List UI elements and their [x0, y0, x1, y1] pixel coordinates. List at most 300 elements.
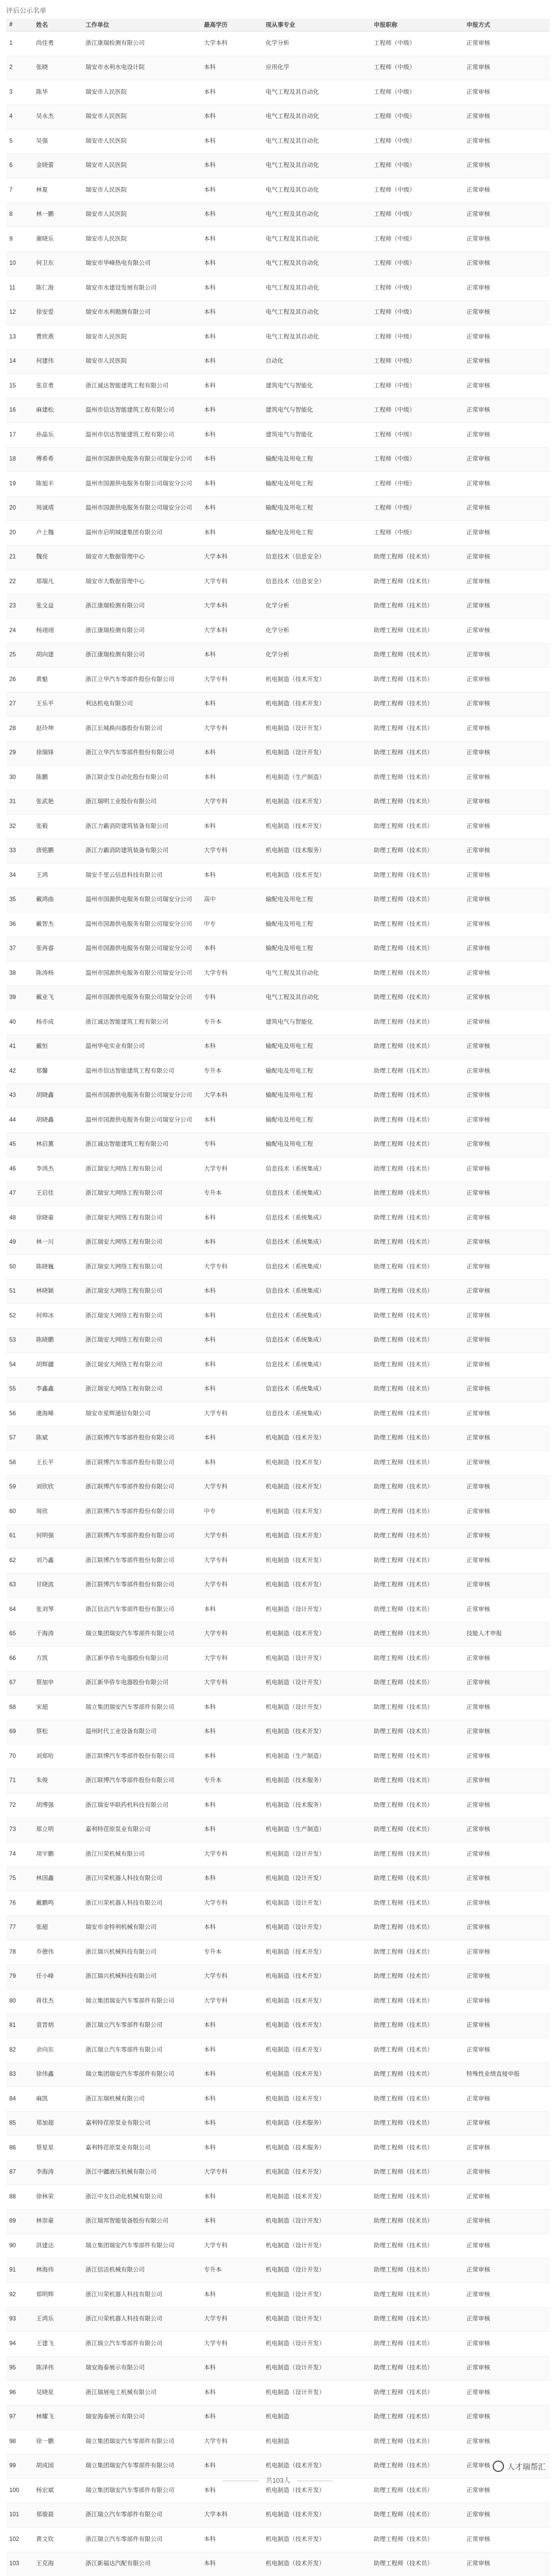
- cell-employer: 瑞安市人民医院: [82, 105, 201, 129]
- cell-employer: 浙江新华侨车电器股份有限公司: [82, 1647, 201, 1671]
- cell-method: 特殊性业绩直接申报: [463, 2062, 550, 2087]
- cell-name: 李鑫鑫: [33, 1377, 82, 1402]
- cell-title: 助理工程师（技术员）: [371, 1328, 463, 1353]
- cell-title: 助理工程师（技术员）: [371, 1891, 463, 1916]
- cell-number: 14: [6, 349, 33, 374]
- cell-title: 助理工程师（技术员）: [371, 937, 463, 961]
- cell-method: 正常审核: [463, 2332, 550, 2357]
- cell-specialty: 机电制造（设计开发）: [263, 1671, 371, 1696]
- table-row: [6, 1010, 550, 1035]
- table-row: [6, 692, 550, 717]
- cell-education: 本科: [201, 251, 263, 276]
- cell-employer: 浙江诚达智能建筑工程有限公司: [82, 1010, 201, 1035]
- cell-method: 正常审核: [463, 2258, 550, 2283]
- cell-name: 张再睿: [33, 937, 82, 961]
- cell-title: 助理工程师（技术员）: [371, 1475, 463, 1500]
- cell-employer: 浙江瑞安华联药机科技有限公司: [82, 1793, 201, 1818]
- cell-employer: 浙江瑞安大网络工程有限公司: [82, 1157, 201, 1182]
- table-row: [6, 912, 550, 937]
- cell-method: 正常审核: [463, 2087, 550, 2112]
- table-row: [6, 251, 550, 276]
- cell-employer: 浙江联博汽车零部件股份有限公司: [82, 1500, 201, 1524]
- cell-specialty: 机电制造（技术开发）: [263, 2087, 371, 2112]
- cell-name: 戴业飞: [33, 986, 82, 1010]
- cell-title: 助理工程师（技术员）: [371, 741, 463, 766]
- cell-title: 助理工程师（技术员）: [371, 1769, 463, 1793]
- table-row: [6, 2283, 550, 2308]
- cell-method: 正常审核: [463, 423, 550, 448]
- cell-specialty: 机电制造（设计开发）: [263, 2332, 371, 2357]
- table-row: [6, 937, 550, 961]
- cell-name: 虞海晞: [33, 1402, 82, 1427]
- cell-specialty: 机电制造（技术开发）: [263, 1573, 371, 1598]
- cell-education: 中专: [201, 912, 263, 937]
- cell-title: 助理工程师（技术员）: [371, 2528, 463, 2552]
- cell-education: 本科: [201, 154, 263, 178]
- cell-specialty: 机电制造（技术开发）: [263, 2038, 371, 2063]
- cell-name: 林一鹏: [33, 202, 82, 227]
- cell-method: 正常审核: [463, 1353, 550, 1378]
- cell-name: 袁晋炳: [33, 2013, 82, 2038]
- cell-method: 正常审核: [463, 815, 550, 839]
- cell-specialty: 电气工程及其自动化: [263, 202, 371, 227]
- cell-education: 本科: [201, 2405, 263, 2430]
- cell-education: 大学本科: [201, 2503, 263, 2528]
- cell-employer: 浙江立华汽车零部件股份有限公司: [82, 668, 201, 692]
- cell-name: 刘郑哈: [33, 1744, 82, 1769]
- cell-number: 80: [6, 1989, 33, 2014]
- cell-title: 助理工程师（技术员）: [371, 1108, 463, 1133]
- cell-employer: 浙江信洁汽车零部件股份有限公司: [82, 1598, 201, 1622]
- table-row: [6, 349, 550, 374]
- cell-title: 助理工程师（技术员）: [371, 2503, 463, 2528]
- cell-specialty: 信息技术（信息安全）: [263, 545, 371, 570]
- table-row: [6, 2185, 550, 2210]
- cell-specialty: 机电制造（设计开发）: [263, 2283, 371, 2308]
- cell-specialty: 机电制造（技术开发）: [263, 1964, 371, 1989]
- cell-education: 本科: [201, 815, 263, 839]
- cell-specialty: 机电制造（设计开发）: [263, 1696, 371, 1720]
- cell-education: 大学专科: [201, 1402, 263, 1427]
- cell-number: 56: [6, 1402, 33, 1427]
- table-row: [6, 790, 550, 815]
- cell-employer: 浙江瑞立汽车零部件有限公司: [82, 2503, 201, 2528]
- cell-name: 赵玲坤: [33, 717, 82, 741]
- cell-number: 61: [6, 1524, 33, 1549]
- cell-education: 本科: [201, 1304, 263, 1329]
- cell-method: 正常审核: [463, 178, 550, 203]
- cell-education: 大学专科: [201, 1622, 263, 1647]
- table-row: [6, 300, 550, 325]
- cell-method: 正常审核: [463, 692, 550, 717]
- cell-employer: 浙江东瑞机械有限公司: [82, 2087, 201, 2112]
- cell-education: 本科: [201, 1744, 263, 1769]
- cell-specialty: 机电制造（设计开发）: [263, 1842, 371, 1867]
- cell-title: 助理工程师（技术员）: [371, 1426, 463, 1451]
- cell-education: 本科: [201, 2381, 263, 2405]
- cell-number: 1: [6, 31, 33, 56]
- cell-title: 助理工程师（技术员）: [371, 2111, 463, 2136]
- cell-title: 助理工程师（技术员）: [371, 692, 463, 717]
- cell-employer: 瑞立集团瑞安汽车零部件有限公司: [82, 1989, 201, 2014]
- table-row: [6, 1206, 550, 1231]
- cell-education: 本科: [201, 227, 263, 252]
- cell-employer: 浙江瑞安大网络工程有限公司: [82, 1328, 201, 1353]
- cell-number: 86: [6, 2136, 33, 2161]
- cell-method: 正常审核: [463, 1989, 550, 2014]
- cell-education: 本科: [201, 129, 263, 154]
- cell-specialty: 输配电及用电工程: [263, 1132, 371, 1157]
- cell-name: 李鸿杰: [33, 1157, 82, 1182]
- cell-method: 正常审核: [463, 1328, 550, 1353]
- cell-name: 李海涛: [33, 2160, 82, 2185]
- column-header-name: 姓名: [33, 19, 82, 31]
- table-row: [6, 31, 550, 56]
- cell-employer: 温州市国源供电服务有限公司瑞安分公司: [82, 888, 201, 912]
- cell-name: 王乐平: [33, 692, 82, 717]
- cell-method: 正常审核: [463, 1867, 550, 1891]
- cell-number: 97: [6, 2405, 33, 2430]
- cell-method: 正常审核: [463, 496, 550, 521]
- table-row: [6, 1622, 550, 1647]
- cell-name: 王建飞: [33, 2332, 82, 2357]
- table-row: [6, 1255, 550, 1280]
- watermark: [493, 2461, 546, 2472]
- table-row: [6, 56, 550, 80]
- cell-employer: 浙江康瑞检测有限公司: [82, 643, 201, 668]
- cell-specialty: 电气工程及其自动化: [263, 129, 371, 154]
- cell-method: 正常审核: [463, 766, 550, 790]
- cell-employer: 浙江瑞兴机械科技有限公司: [82, 1964, 201, 1989]
- table-row: [6, 1573, 550, 1598]
- cell-name: 吴晓星: [33, 2381, 82, 2405]
- cell-specialty: 电气工程及其自动化: [263, 961, 371, 986]
- cell-method: 正常审核: [463, 741, 550, 766]
- table-row: [6, 1818, 550, 1842]
- table-row: [6, 398, 550, 423]
- table-row: [6, 2405, 550, 2430]
- cell-specialty: 机电制造（技术开发）: [263, 2528, 371, 2552]
- cell-education: 大学专科: [201, 1475, 263, 1500]
- cell-method: 正常审核: [463, 31, 550, 56]
- cell-specialty: 建筑电气与智能化: [263, 374, 371, 399]
- cell-title: 工程师（中级）: [371, 472, 463, 497]
- cell-education: 本科: [201, 276, 263, 301]
- cell-education: 本科: [201, 2552, 263, 2576]
- cell-method: 正常审核: [463, 1891, 550, 1916]
- cell-title: 助理工程师（技术员）: [371, 1696, 463, 1720]
- cell-method: 正常审核: [463, 912, 550, 937]
- cell-specialty: 机电制造（设计开发）: [263, 2381, 371, 2405]
- cell-name: 陈旭丰: [33, 472, 82, 497]
- cell-title: 助理工程师（技术员）: [371, 1377, 463, 1402]
- cell-title: 助理工程师（技术员）: [371, 1598, 463, 1622]
- cell-education: 专升本: [201, 1010, 263, 1035]
- cell-specialty: 电气工程及其自动化: [263, 300, 371, 325]
- cell-title: 工程师（中级）: [371, 349, 463, 374]
- table-row: [6, 154, 550, 178]
- cell-education: 本科: [201, 2356, 263, 2381]
- cell-employer: 温州市国源供电服务有限公司瑞安分公司: [82, 986, 201, 1010]
- cell-name: 林国鑫: [33, 1867, 82, 1891]
- cell-name: 刘欣欣: [33, 1475, 82, 1500]
- cell-employer: 瑞安市人民医院: [82, 80, 201, 105]
- cell-method: 正常审核: [463, 1500, 550, 1524]
- cell-title: 助理工程师（技术员）: [371, 1451, 463, 1476]
- cell-title: 助理工程师（技术员）: [371, 2038, 463, 2063]
- cell-employer: 浙江联企发自动化股份有限公司: [82, 766, 201, 790]
- cell-method: 正常审核: [463, 1304, 550, 1329]
- cell-number: 4: [6, 105, 33, 129]
- cell-education: 本科: [201, 1916, 263, 1940]
- cell-employer: 浙江瑞安大网络工程有限公司: [82, 1181, 201, 1206]
- cell-number: 13: [6, 325, 33, 350]
- cell-method: 正常审核: [463, 349, 550, 374]
- cell-employer: 浙江诚达智能建筑工程有限公司: [82, 374, 201, 399]
- cell-specialty: 输配电及用电工程: [263, 472, 371, 497]
- cell-number: 75: [6, 1867, 33, 1891]
- cell-method: 正常审核: [463, 447, 550, 472]
- cell-name: 陈华: [33, 80, 82, 105]
- cell-specialty: 机电制造（技术开发）: [263, 1720, 371, 1744]
- cell-name: 杨宏斌: [33, 2479, 82, 2503]
- cell-specialty: 化学分析: [263, 31, 371, 56]
- cell-specialty: 机电制造（技术开发）: [263, 1451, 371, 1476]
- cell-name: 郑瑞凡: [33, 570, 82, 595]
- table-row: [6, 2552, 550, 2576]
- cell-title: 助理工程师（技术员）: [371, 1035, 463, 1059]
- cell-employer: 浙江中疆液压机械有限公司: [82, 2160, 201, 2185]
- cell-name: 张文益: [33, 594, 82, 619]
- table-row: [6, 2332, 550, 2357]
- cell-specialty: 机电制造（技术开发）: [263, 2503, 371, 2528]
- cell-education: 本科: [201, 1793, 263, 1818]
- cell-number: 92: [6, 2283, 33, 2308]
- cell-employer: 温州市信达智能建筑工程有限公司: [82, 423, 201, 448]
- cell-method: 正常审核: [463, 1426, 550, 1451]
- cell-name: 张京勇: [33, 374, 82, 399]
- cell-name: 胡晓鑫: [33, 1083, 82, 1108]
- cell-title: 助理工程师（技术员）: [371, 2381, 463, 2405]
- table-row: [6, 888, 550, 912]
- cell-number: 102: [6, 2528, 33, 2552]
- table-row: [6, 2136, 550, 2161]
- cell-name: 黄魁: [33, 668, 82, 692]
- cell-title: 工程师（中级）: [371, 276, 463, 301]
- cell-title: 助理工程师（技术员）: [371, 594, 463, 619]
- table-header: [6, 19, 550, 31]
- cell-employer: 瑞安市人民医院: [82, 349, 201, 374]
- table-row: [6, 1720, 550, 1744]
- cell-education: 本科: [201, 766, 263, 790]
- cell-education: 本科: [201, 1353, 263, 1378]
- list-footer: [0, 2475, 556, 2485]
- cell-name: 郑馨: [33, 1059, 82, 1084]
- cell-method: 正常审核: [463, 1793, 550, 1818]
- cell-title: 助理工程师（技术员）: [371, 1157, 463, 1182]
- cell-method: 正常审核: [463, 202, 550, 227]
- table-row: [6, 2258, 550, 2283]
- cell-name: 甘晓波: [33, 1573, 82, 1598]
- cell-title: 助理工程师（技术员）: [371, 1402, 463, 1427]
- cell-method: 正常审核: [463, 2136, 550, 2161]
- cell-name: 周诚靖: [33, 496, 82, 521]
- cell-number: 88: [6, 2185, 33, 2210]
- cell-specialty: 信息技术（系统集成）: [263, 1328, 371, 1353]
- cell-number: 36: [6, 912, 33, 937]
- cell-employer: 浙江瑞邦智能装备股份有限公司: [82, 2209, 201, 2234]
- cell-method: 正常审核: [463, 2307, 550, 2332]
- cell-name: 朱俊: [33, 1769, 82, 1793]
- table-row: [6, 1304, 550, 1329]
- cell-education: 本科: [201, 300, 263, 325]
- cell-education: 大学专科: [201, 1255, 263, 1280]
- cell-title: 工程师（中级）: [371, 154, 463, 178]
- cell-name: 林海伟: [33, 2258, 82, 2283]
- cell-education: 本科: [201, 2087, 263, 2112]
- cell-method: 正常审核: [463, 1842, 550, 1867]
- cell-number: 65: [6, 1622, 33, 1647]
- cell-specialty: 信息技术（系统集成）: [263, 1157, 371, 1182]
- cell-number: 22: [6, 570, 33, 595]
- cell-number: 5: [6, 129, 33, 154]
- cell-specialty: 机电制造（技术开发）: [263, 1622, 371, 1647]
- cell-title: 助理工程师（技术员）: [371, 2356, 463, 2381]
- table-row: [6, 1279, 550, 1304]
- cell-employer: 瑞安市大数据管理中心: [82, 545, 201, 570]
- cell-specialty: 信息技术（系统集成）: [263, 1255, 371, 1280]
- table-row: [6, 472, 550, 497]
- cell-specialty: 机电制造（设计开发）: [263, 1647, 371, 1671]
- cell-number: 31: [6, 790, 33, 815]
- cell-specialty: 机电制造（技术开发）: [263, 1524, 371, 1549]
- cell-method: 正常审核: [463, 2552, 550, 2576]
- cell-number: 91: [6, 2258, 33, 2283]
- cell-title: 助理工程师（技术员）: [371, 986, 463, 1010]
- cell-method: 正常审核: [463, 2234, 550, 2259]
- cell-employer: 浙江瑞安大网络工程有限公司: [82, 1230, 201, 1255]
- cell-name: 胡向建: [33, 643, 82, 668]
- cell-name: 张毅: [33, 815, 82, 839]
- cell-title: 助理工程师（技术员）: [371, 1279, 463, 1304]
- cell-employer: 瑞安市水利水电设计院: [82, 56, 201, 80]
- cell-employer: 浙江川荣机器人科技有限公司: [82, 2283, 201, 2308]
- cell-name: 胡晓鑫: [33, 1108, 82, 1133]
- cell-name: 陈涛杨: [33, 961, 82, 986]
- cell-method: 正常审核: [463, 1377, 550, 1402]
- cell-specialty: 输配电及用电工程: [263, 1035, 371, 1059]
- cell-education: 本科: [201, 1108, 263, 1133]
- cell-number: 7: [6, 178, 33, 203]
- cell-name: 陈晓鹏: [33, 1328, 82, 1353]
- cell-specialty: 机电制造（技术开发）: [263, 2160, 371, 2185]
- cell-specialty: 机电制造（设计开发）: [263, 2307, 371, 2332]
- cell-employer: 瑞安海泰展示有限公司: [82, 2405, 201, 2430]
- cell-employer: 温州市国源供电服务有限公司瑞安分公司: [82, 472, 201, 497]
- cell-number: 64: [6, 1598, 33, 1622]
- cell-method: 正常审核: [463, 1696, 550, 1720]
- cell-title: 助理工程师（技术员）: [371, 545, 463, 570]
- cell-employer: 瑞安市人民医院: [82, 325, 201, 350]
- cell-specialty: 机电制造（设计开发）: [263, 717, 371, 741]
- cell-title: 助理工程师（技术员）: [371, 717, 463, 741]
- cell-name: 何建伟: [33, 349, 82, 374]
- table-row: [6, 1181, 550, 1206]
- cell-method: 正常审核: [463, 594, 550, 619]
- table-row: [6, 594, 550, 619]
- cell-employer: 瑞安市大数据管理中心: [82, 570, 201, 595]
- cell-number: 74: [6, 1842, 33, 1867]
- cell-education: 大学专科: [201, 790, 263, 815]
- cell-name: 王鸿乐: [33, 2307, 82, 2332]
- cell-name: 林夏: [33, 178, 82, 203]
- cell-specialty: 机电制造（技术开发）: [263, 815, 371, 839]
- cell-title: 助理工程师（技术员）: [371, 1720, 463, 1744]
- cell-title: 助理工程师（技术员）: [371, 2234, 463, 2259]
- cell-title: 助理工程师（技术员）: [371, 2307, 463, 2332]
- cell-name: 傅希希: [33, 447, 82, 472]
- cell-number: 89: [6, 2209, 33, 2234]
- cell-employer: 温州市信达智能建筑工程有限公司: [82, 398, 201, 423]
- cell-education: 本科: [201, 472, 263, 497]
- cell-method: 正常审核: [463, 1132, 550, 1157]
- cell-number: 6: [6, 154, 33, 178]
- table-row: [6, 1769, 550, 1793]
- cell-name: 何明强: [33, 1524, 82, 1549]
- cell-title: 助理工程师（技术员）: [371, 1010, 463, 1035]
- cell-specialty: 输配电及用电工程: [263, 912, 371, 937]
- table-row: [6, 1377, 550, 1402]
- cell-specialty: 机电制造（技术开发）: [263, 668, 371, 692]
- cell-number: 44: [6, 1108, 33, 1133]
- cell-name: 戴鹏鸣: [33, 1891, 82, 1916]
- cell-method: 正常审核: [463, 2405, 550, 2430]
- cell-method: 正常审核: [463, 1181, 550, 1206]
- cell-number: 15: [6, 374, 33, 399]
- cell-employer: 温州市国源供电服务有限公司瑞安分公司: [82, 961, 201, 986]
- cell-method: 正常审核: [463, 1475, 550, 1500]
- cell-method: 正常审核: [463, 374, 550, 399]
- table-row: [6, 961, 550, 986]
- cell-number: 83: [6, 2062, 33, 2087]
- cell-name: 林一川: [33, 1230, 82, 1255]
- cell-specialty: 应用化学: [263, 56, 371, 80]
- cell-title: 助理工程师（技术员）: [371, 2185, 463, 2210]
- cell-education: 本科: [201, 2479, 263, 2503]
- cell-employer: 浙江新华侨车电器股份有限公司: [82, 1671, 201, 1696]
- cell-method: 正常审核: [463, 154, 550, 178]
- cell-number: 85: [6, 2111, 33, 2136]
- table-row: [6, 2381, 550, 2405]
- cell-employer: 浙江联博汽车零部件股份有限公司: [82, 1426, 201, 1451]
- cell-method: 正常审核: [463, 1647, 550, 1671]
- cell-number: 77: [6, 1916, 33, 1940]
- table-row: [6, 545, 550, 570]
- cell-specialty: 机电制造（技术服务）: [263, 1769, 371, 1793]
- cell-employer: 浙江信洁机械有限公司: [82, 2258, 201, 2283]
- cell-name: 于海涛: [33, 1622, 82, 1647]
- cell-education: 专升本: [201, 1181, 263, 1206]
- cell-specialty: 机电制造（设计开发）: [263, 2234, 371, 2259]
- cell-specialty: 建筑电气与智能化: [263, 1010, 371, 1035]
- cell-title: 工程师（中级）: [371, 398, 463, 423]
- cell-title: 助理工程师（技术员）: [371, 2136, 463, 2161]
- cell-name: 胡博强: [33, 1793, 82, 1818]
- cell-number: 90: [6, 2234, 33, 2259]
- cell-education: 大学专科: [201, 1891, 263, 1916]
- cell-title: 助理工程师（技术员）: [371, 1818, 463, 1842]
- cell-education: 本科: [201, 741, 263, 766]
